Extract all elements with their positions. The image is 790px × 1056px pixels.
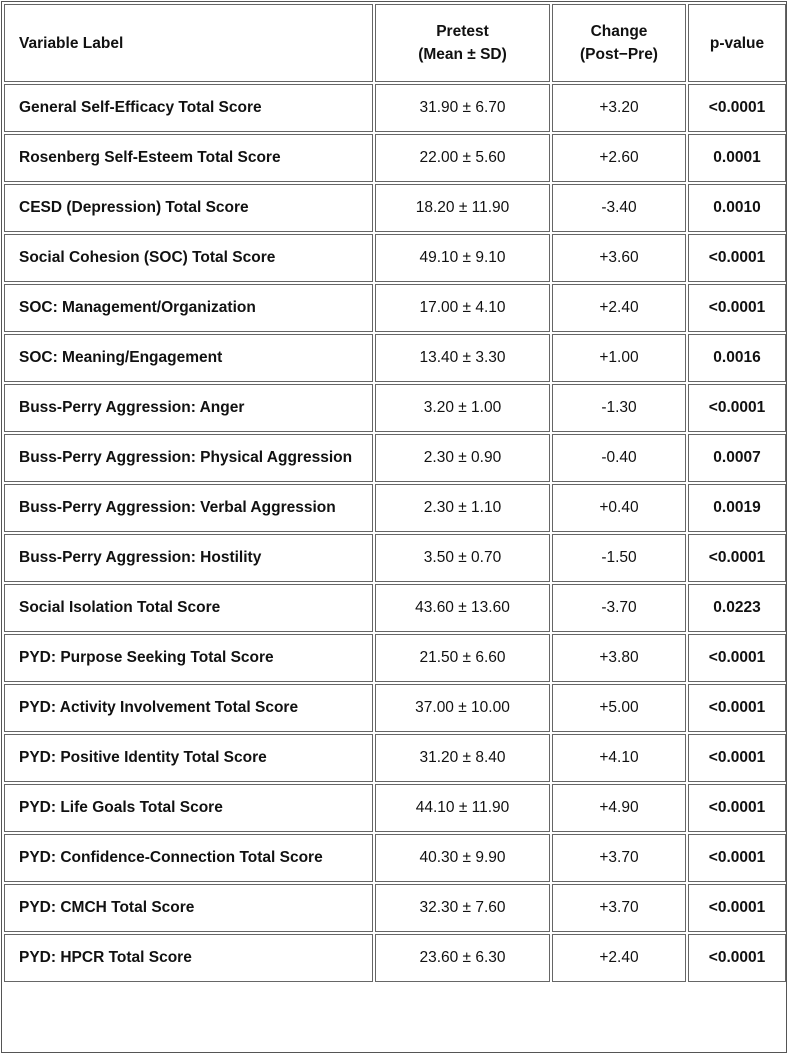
row-variable-label: PYD: Purpose Seeking Total Score xyxy=(4,634,373,682)
header-change xyxy=(552,4,686,82)
row-pretest-value: 21.50 ± 6.60 xyxy=(375,634,550,682)
row-change-value: -0.40 xyxy=(552,434,686,482)
row-change-value: +2.60 xyxy=(552,134,686,182)
table-row xyxy=(4,84,786,132)
table-row xyxy=(4,634,786,682)
row-change-value: -1.30 xyxy=(552,384,686,432)
row-variable-label: CESD (Depression) Total Score xyxy=(4,184,373,232)
row-variable-label: PYD: Positive Identity Total Score xyxy=(4,734,373,782)
row-change-value: +3.60 xyxy=(552,234,686,282)
row-pretest-value: 44.10 ± 11.90 xyxy=(375,784,550,832)
row-pretest-value: 3.20 ± 1.00 xyxy=(375,384,550,432)
results-table xyxy=(2,2,788,984)
row-pretest-value: 31.20 ± 8.40 xyxy=(375,734,550,782)
row-p-value: <0.0001 xyxy=(688,884,786,932)
row-variable-label: Buss-Perry Aggression: Verbal Aggression xyxy=(4,484,373,532)
row-p-value: 0.0010 xyxy=(688,184,786,232)
row-p-value: <0.0001 xyxy=(688,684,786,732)
row-p-value: 0.0007 xyxy=(688,434,786,482)
row-pretest-value: 49.10 ± 9.10 xyxy=(375,234,550,282)
row-change-value: +0.40 xyxy=(552,484,686,532)
table-row xyxy=(4,834,786,882)
table-row xyxy=(4,134,786,182)
row-p-value: <0.0001 xyxy=(688,84,786,132)
row-pretest-value: 22.00 ± 5.60 xyxy=(375,134,550,182)
row-pretest-value: 43.60 ± 13.60 xyxy=(375,584,550,632)
row-variable-label: PYD: Confidence-Connection Total Score xyxy=(4,834,373,882)
row-change-value: +3.70 xyxy=(552,834,686,882)
row-variable-label: Buss-Perry Aggression: Physical Aggression xyxy=(4,434,373,482)
row-pretest-value: 13.40 ± 3.30 xyxy=(375,334,550,382)
row-p-value: <0.0001 xyxy=(688,284,786,332)
table-row xyxy=(4,234,786,282)
row-pretest-value: 17.00 ± 4.10 xyxy=(375,284,550,332)
row-p-value: <0.0001 xyxy=(688,634,786,682)
table-row xyxy=(4,534,786,582)
header-variable-label: Variable Label xyxy=(4,4,373,82)
row-variable-label: SOC: Management/Organization xyxy=(4,284,373,332)
row-change-value: +3.80 xyxy=(552,634,686,682)
header-pretest-line1: Pretest xyxy=(436,23,489,40)
row-pretest-value: 18.20 ± 11.90 xyxy=(375,184,550,232)
header-pretest xyxy=(375,4,550,82)
header-pretest-line2: (Mean ± SD) xyxy=(418,46,507,63)
row-variable-label: SOC: Meaning/Engagement xyxy=(4,334,373,382)
row-p-value: <0.0001 xyxy=(688,934,786,982)
row-variable-label: Social Isolation Total Score xyxy=(4,584,373,632)
table-header-row xyxy=(4,4,786,82)
row-change-value: +3.70 xyxy=(552,884,686,932)
row-p-value: 0.0016 xyxy=(688,334,786,382)
row-change-value: -3.70 xyxy=(552,584,686,632)
header-change-line1: Change xyxy=(590,23,648,40)
row-p-value: <0.0001 xyxy=(688,534,786,582)
row-change-value: +4.90 xyxy=(552,784,686,832)
row-p-value: <0.0001 xyxy=(688,734,786,782)
row-change-value: +3.20 xyxy=(552,84,686,132)
row-pretest-value: 3.50 ± 0.70 xyxy=(375,534,550,582)
row-p-value: 0.0223 xyxy=(688,584,786,632)
row-variable-label: Buss-Perry Aggression: Anger xyxy=(4,384,373,432)
row-p-value: <0.0001 xyxy=(688,834,786,882)
row-p-value: <0.0001 xyxy=(688,384,786,432)
row-variable-label: Buss-Perry Aggression: Hostility xyxy=(4,534,373,582)
row-pretest-value: 23.60 ± 6.30 xyxy=(375,934,550,982)
row-variable-label: Social Cohesion (SOC) Total Score xyxy=(4,234,373,282)
row-pretest-value: 40.30 ± 9.90 xyxy=(375,834,550,882)
row-pretest-value: 37.00 ± 10.00 xyxy=(375,684,550,732)
row-p-value: 0.0019 xyxy=(688,484,786,532)
row-variable-label: PYD: Activity Involvement Total Score xyxy=(4,684,373,732)
row-pretest-value: 2.30 ± 1.10 xyxy=(375,484,550,532)
table-row xyxy=(4,184,786,232)
row-change-value: +2.40 xyxy=(552,934,686,982)
table-row xyxy=(4,334,786,382)
row-change-value: +1.00 xyxy=(552,334,686,382)
row-change-value: -1.50 xyxy=(552,534,686,582)
table-row xyxy=(4,884,786,932)
table-row xyxy=(4,734,786,782)
row-p-value: <0.0001 xyxy=(688,784,786,832)
table-row xyxy=(4,434,786,482)
table-row xyxy=(4,384,786,432)
row-change-value: -3.40 xyxy=(552,184,686,232)
row-p-value: 0.0001 xyxy=(688,134,786,182)
row-pretest-value: 32.30 ± 7.60 xyxy=(375,884,550,932)
table-body xyxy=(4,84,786,982)
row-variable-label: PYD: Life Goals Total Score xyxy=(4,784,373,832)
row-variable-label: Rosenberg Self-Esteem Total Score xyxy=(4,134,373,182)
table-row xyxy=(4,784,786,832)
row-p-value: <0.0001 xyxy=(688,234,786,282)
table-row xyxy=(4,584,786,632)
header-change-line2: (Post−Pre) xyxy=(580,46,658,63)
row-change-value: +4.10 xyxy=(552,734,686,782)
row-pretest-value: 31.90 ± 6.70 xyxy=(375,84,550,132)
row-pretest-value: 2.30 ± 0.90 xyxy=(375,434,550,482)
row-variable-label: PYD: CMCH Total Score xyxy=(4,884,373,932)
row-change-value: +5.00 xyxy=(552,684,686,732)
table-row xyxy=(4,934,786,982)
row-variable-label: General Self-Efficacy Total Score xyxy=(4,84,373,132)
table-row xyxy=(4,684,786,732)
row-change-value: +2.40 xyxy=(552,284,686,332)
header-p-value: p-value xyxy=(688,4,786,82)
table-row xyxy=(4,284,786,332)
row-variable-label: PYD: HPCR Total Score xyxy=(4,934,373,982)
table-row xyxy=(4,484,786,532)
